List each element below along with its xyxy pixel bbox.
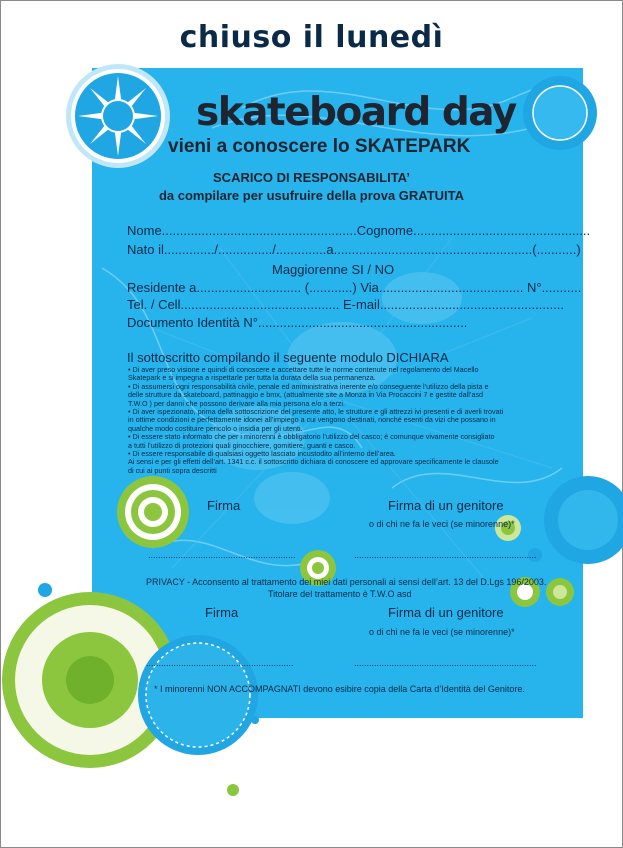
field-maggiorenne[interactable]: Maggiorenne SI / NO (272, 262, 395, 277)
section-title: SCARICO DI RESPONSABILITA’ (213, 170, 410, 185)
event-title: skateboard day (196, 90, 516, 135)
field-nome-cognome[interactable]: Nome......................................................Cognome................................................. (127, 223, 591, 238)
field-nato[interactable]: Nato il............../.............../..............a.......................................................(...........) (127, 242, 581, 257)
signature2-parent-label: Firma di un genitore (388, 605, 504, 620)
signature2-line-left[interactable]: ........................................................... (146, 658, 294, 668)
event-subtitle: vieni a conoscere lo SKATEPARK (168, 136, 471, 157)
declaration-text: • Di aver preso visione e quindi di conoscere e accettare tutte le norme contenute nel regolamento del Macello Skatepark e si impegna a rispettarle per tutta la durata della sua permanenza. • Di assumersi ogni responsabilità civile, penale ed amministrativa inerente e/o conseguente l’utilizzo della pista e delle strutture da skateboard, pattinaggio e bmx, (attualmente site a Monza in Via Procaccini 7 e gestite dall’asd T.W.O ) per danni che possono derivare alla mia persona e/o a terzi. • Di aver ispezionato, prima della sottoscrizione del presente atto, le strutture e gli attrezzi ivi presenti e di averli trovati in ottime condizioni e perfettamente idonei all’impiego a cui vengono destinati, nonché esenti da vizi che possano in qualche modo costituire pericolo o insidia per gli utenti. • Di essere stato informato che per i minorenni è obbligatorio l’utilizzo del casco; è comunque vivamente consigliato a tutti l’utilizzo di protezioni quali ginocchiere, gomitiere, guanti e casco. • Di essere responsabile di qualsiasi oggetto lasciato incustodito all’interno dell’area. Ai sensi e per gli effetti dell’art. 1341 c.c. il sottoscritto dichiara di conoscere ed approvare specificamente le clausole di cui ai punti sopra descritti (128, 365, 504, 475)
signature2-firma-label: Firma (205, 605, 239, 620)
privacy-owner: Titolare del trattamento è T.W.O asd (268, 589, 412, 599)
footer-minors-note: * I minorenni NON ACCOMPAGNATI devono esibire copia della Carta d’Identità del Genitore. (154, 684, 525, 694)
privacy-consent: PRIVACY - Acconsento al trattamento dei miei dati personali ai sensi dell’art. 13 del D.Lgs 196/2003. (146, 577, 547, 587)
section-subtitle: da compilare per usufruire della prova GRATUITA (158, 188, 465, 203)
field-documento[interactable]: Documento Identità N°.......................................................... (127, 315, 468, 330)
signature-firma-label: Firma (207, 498, 241, 513)
headline-closed-monday: chiuso il lunedì (179, 20, 444, 55)
field-residente[interactable]: Residente a............................. (............) Via........................................ N°........... (127, 280, 582, 295)
signature-parent-label: Firma di un genitore (388, 498, 504, 513)
declaration-heading: Il sottoscritto compilando il seguente modulo DICHIARA (127, 350, 449, 365)
signature-parent-note: o di chi ne fa le veci (se minorenne)* (369, 519, 515, 529)
signature-line-left[interactable]: ........................................................... (148, 550, 296, 560)
signature2-line-right[interactable]: ......................................................................... (354, 658, 537, 668)
signature2-parent-note: o di chi ne fa le veci (se minorenne)* (369, 627, 515, 637)
field-tel-email[interactable]: Tel. / Cell............................................ E-mail................................................... (127, 297, 565, 312)
signature-line-right[interactable]: ......................................................................... (354, 550, 537, 560)
